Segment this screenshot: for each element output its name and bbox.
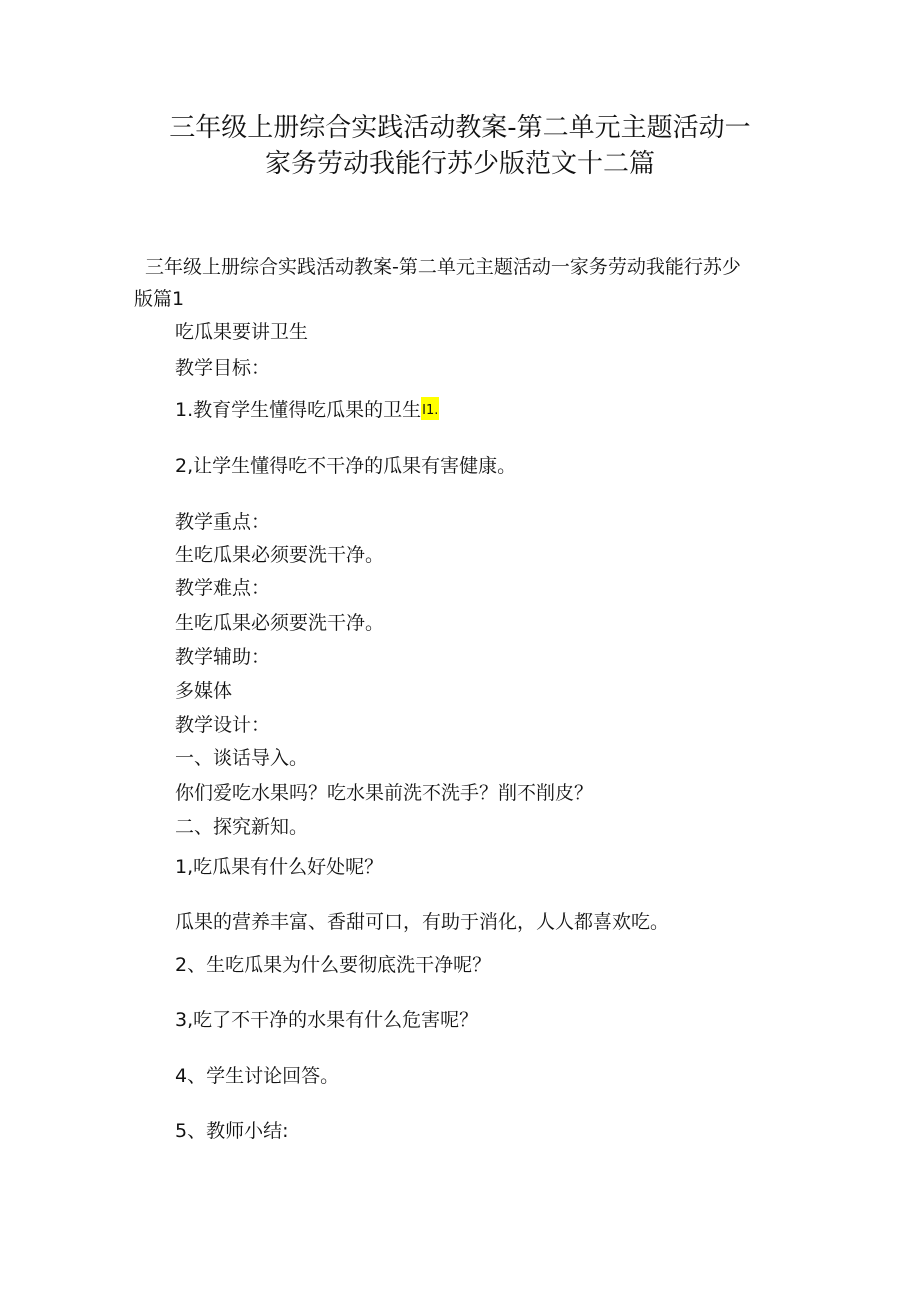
lesson-topic: 吃瓜果要讲卫生 (175, 321, 309, 343)
objective-1 (175, 396, 439, 425)
section-heading-line-2: 版篇1 (134, 288, 185, 310)
key-points-text: 生吃瓜果必须要洗干净。 (175, 544, 385, 566)
question-3: 3,吃了不干净的水果有什么危害呢？ (175, 1009, 479, 1031)
highlighted-mark: I1. (421, 397, 439, 420)
step-4: 4、学生讨论回答。 (175, 1065, 340, 1087)
step-2-heading: 二、探究新知。 (175, 816, 309, 838)
teaching-aids-text: 多媒体 (175, 680, 233, 702)
teaching-aids-label: 教学辅助： (175, 646, 271, 668)
step-1-text: 你们爱吃水果吗？吃水果前洗不洗手？削不削皮？ (175, 782, 594, 804)
section-heading-line-1: 三年级上册综合实践活动教案-第二单元主题活动一家务劳动我能行苏少 (145, 256, 741, 278)
answer-1: 瓜果的营养丰富、香甜可口，有助于消化，人人都喜欢吃。 (175, 911, 670, 933)
question-1: 1,吃瓜果有什么好处呢？ (175, 856, 384, 878)
objectives-label: 教学目标： (175, 357, 271, 379)
document-title-line-2: 家务劳动我能行苏少版范文十二篇 (264, 149, 655, 179)
step-5: 5、教师小结: (175, 1120, 289, 1142)
question-2: 2、生吃瓜果为什么要彻底洗干净呢？ (175, 954, 492, 976)
difficulties-label: 教学难点： (175, 577, 271, 599)
document-title-line-1: 三年级上册综合实践活动教案-第二单元主题活动一 (169, 113, 751, 143)
difficulties-text: 生吃瓜果必须要洗干净。 (175, 612, 385, 634)
step-1-heading: 一、谈话导入。 (175, 747, 309, 769)
objective-2: 2,让学生懂得吃不干净的瓜果有害健康。 (175, 455, 517, 477)
objective-1-text: 1.教育学生懂得吃瓜果的卫生 (175, 399, 422, 421)
key-points-label: 教学重点： (175, 511, 271, 533)
teaching-design-label: 教学设计： (175, 714, 271, 736)
